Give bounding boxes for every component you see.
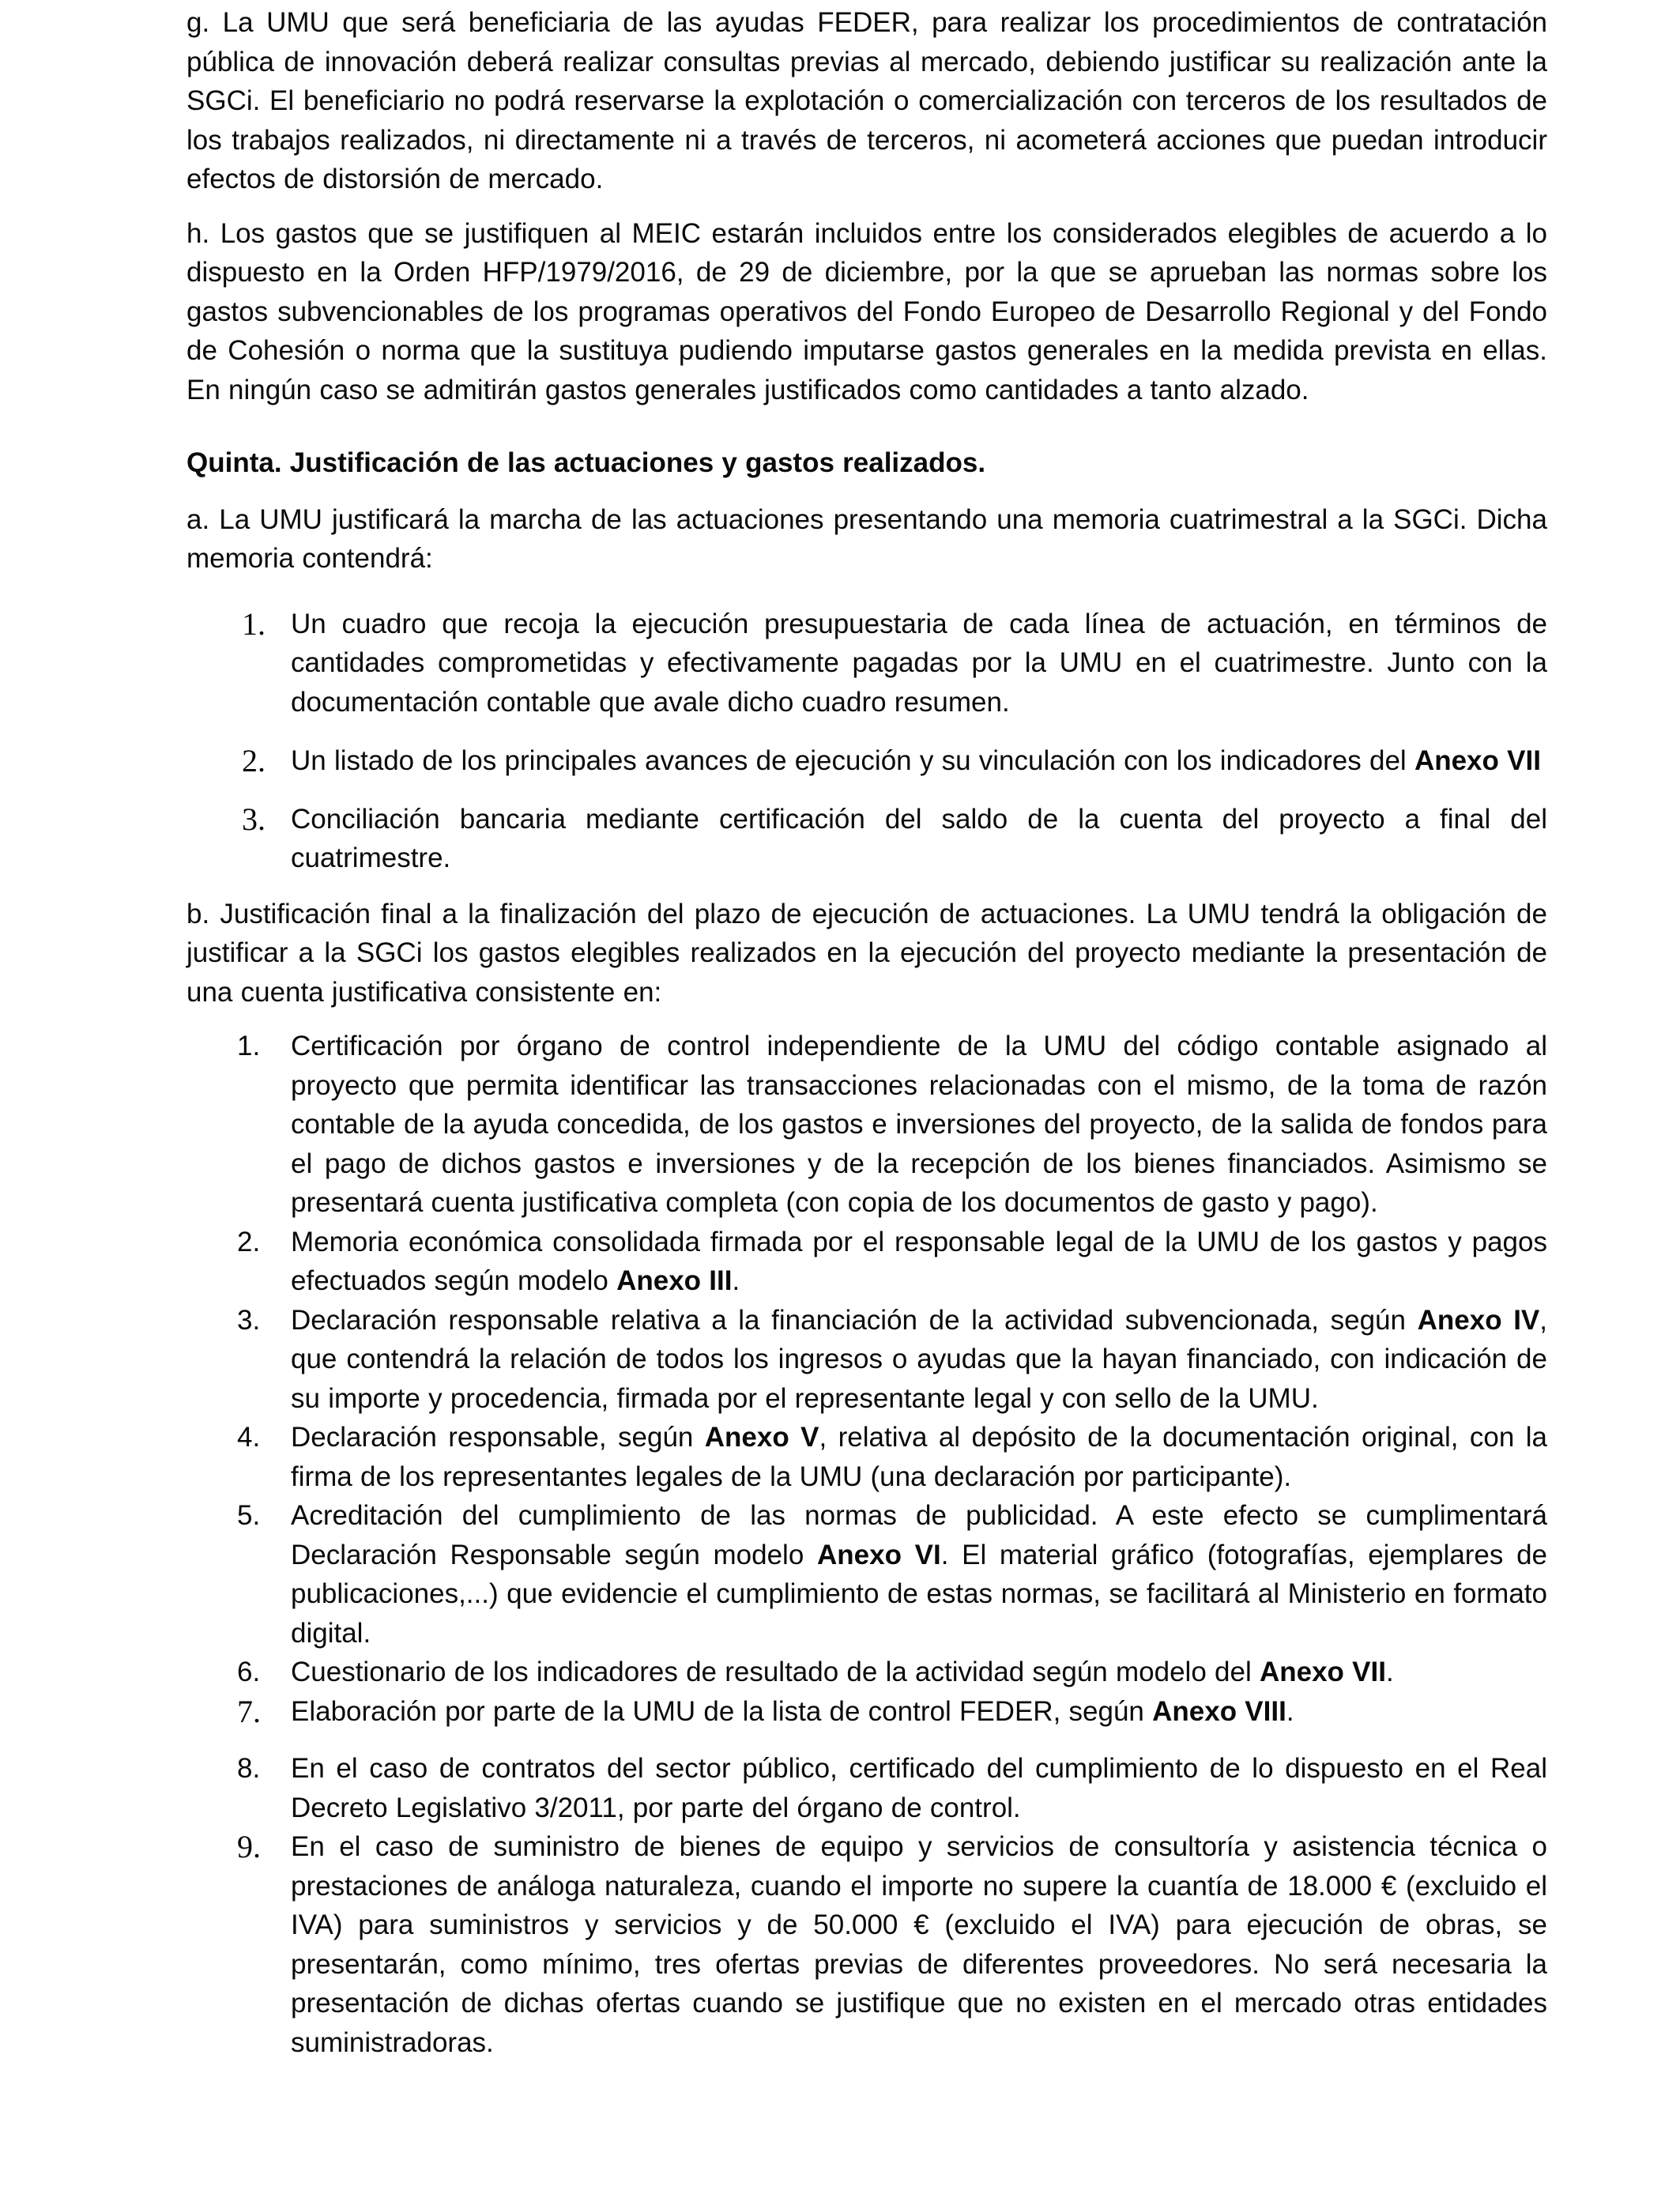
paragraph-g: g. La UMU que será beneficiaria de las ayudas FEDER, para realizar los procedimientos de contratación pública de innovación deberá realizar consultas previas al mercado, debiendo justificar su realización ante la SGCi. El beneficiario no podrá reservarse la explotación o comercialización con terceros de los resultados de los trabajos realizados, ni directamente ni a través de terceros, ni acometerá acciones que puedan introducir efectos de distorsión de mercado. xyxy=(186,7,1547,194)
list-item xyxy=(186,1496,1547,1653)
cuenta-justificativa-list xyxy=(186,1027,1547,2062)
list-item-text-tail: . xyxy=(732,1265,740,1296)
list-item-number: 1. xyxy=(242,605,266,642)
list-item-annex-ref: Anexo VI xyxy=(816,1539,941,1570)
list-item-annex-ref: Anexo IV xyxy=(1417,1304,1540,1336)
list-item-number: 4. xyxy=(237,1422,261,1453)
list-item-number: 6. xyxy=(237,1657,261,1687)
document-page xyxy=(186,0,1547,2062)
list-item-number: 2. xyxy=(237,1226,261,1257)
list-item xyxy=(186,605,1547,722)
list-item xyxy=(186,1749,1547,1827)
list-item xyxy=(186,1301,1547,1419)
list-item-number: 3. xyxy=(237,1304,261,1336)
list-item xyxy=(186,1027,1547,1223)
list-item-annex-ref: Anexo V xyxy=(704,1422,819,1453)
list-item-text: Acreditación del cumplimiento de las normas de publicidad. A este efecto se cumplimentará Declaración Responsable según modelo xyxy=(291,1500,1547,1570)
paragraph-h: h. Los gastos que se justifiquen al MEIC estarán incluidos entre los considerados elegibles de acuerdo a lo dispuesto en la Orden HFP/1979/2016, de 29 de diciembre, por la que se aprueban las normas sobre los gastos subvencionables de los programas operativos del Fondo Europeo de Desarrollo Regional y del Fondo de Cohesión o norma que la sustituya pudiendo imputarse gastos generales en la medida prevista en ellas. En ningún caso se admitirán gastos generales justificados como cantidades a tanto alzado. xyxy=(186,217,1547,405)
list-item-text: En el caso de suministro de bienes de equipo y servicios de consultoría y asistencia técnica o prestaciones de análoga naturaleza, cuando el importe no supere la cuantía de 18.000 € (excluido el IVA) para suministros y servicios y de 50.000 € (excluido el IVA) para ejecución de obras, se presentarán, como mínimo, tres ofertas previas de diferentes proveedores. No será necesaria la presentación de dichas ofertas cuando se justifique que no existen en el mercado otras entidades suministradoras. xyxy=(291,1831,1547,2058)
list-item-number: 7. xyxy=(237,1693,261,1729)
list-item-text-tail: . El material gráfico (fotografías, ejemplares de publicaciones,...) que evidencie el cumplimiento de estas normas, se facilitará al Ministerio en formato digital. xyxy=(291,1539,1548,1649)
memoria-contents-list xyxy=(186,605,1547,878)
list-item-text-tail: , que contendrá la relación de todos los ingresos o ayudas que la hayan financiado, con indicación de su importe y procedencia, firmada por el representante legal y con sello de la UMU. xyxy=(291,1304,1548,1414)
list-item-number: 8. xyxy=(237,1753,261,1784)
list-item xyxy=(186,1653,1547,1692)
list-item-text: Elaboración por parte de la UMU de la lista de control FEDER, según xyxy=(291,1695,1153,1727)
list-item-number: 5. xyxy=(237,1500,261,1531)
list-item xyxy=(186,800,1547,878)
list-item-text: Un cuadro que recoja la ejecución presupuestaria de cada línea de actuación, en términos de cantidades comprometidas y efectivamente pagadas por la UMU en el cuatrimestre. Junto con la documentación contable que avale dicho cuadro resumen. xyxy=(291,608,1547,718)
list-item-text: En el caso de contratos del sector público, certificado del cumplimiento de lo dispuesto en el Real Decreto Legislativo 3/2011, por parte del órgano de control. xyxy=(291,1753,1547,1823)
list-item-number: 2. xyxy=(242,743,266,778)
list-item xyxy=(186,1223,1547,1301)
list-item-annex-ref: Anexo VII xyxy=(1259,1657,1386,1687)
list-item-annex-ref: Anexo VIII xyxy=(1152,1695,1286,1727)
list-item-text: Cuestionario de los indicadores de resultado de la actividad según modelo del xyxy=(291,1657,1260,1687)
list-item xyxy=(186,1692,1547,1732)
list-item-annex-ref: Anexo VII xyxy=(1414,745,1541,776)
list-item-text-tail: , relativa al depósito de la documentación original, con la firma de los representantes legales de la UMU (una declaración por participante). xyxy=(291,1422,1547,1492)
list-item xyxy=(186,1827,1547,2062)
section-heading-quinta: Quinta. Justificación de las actuaciones y gastos realizados. xyxy=(186,447,986,478)
list-item-text-tail: . xyxy=(1286,1695,1294,1727)
list-item-text: Un listado de los principales avances de ejecución y su vinculación con los indicadores del xyxy=(291,745,1414,776)
list-item xyxy=(186,741,1547,781)
list-item-number: 9. xyxy=(237,1829,261,1864)
list-item-text: Certificación por órgano de control independiente de la UMU del código contable asignado al proyecto que permita identificar las transacciones relacionadas con el mismo, de la toma de razón contable de la ayuda concedida, de los gastos e inversiones del proyecto, de la salida de fondos para el pago de dichos gastos e inversiones y de la recepción de los bienes financiados. Asimismo se presentará cuenta justificativa completa (con copia de los documentos de gasto y pago). xyxy=(291,1031,1547,1218)
list-item-text: Declaración responsable relativa a la financiación de la actividad subvencionada, según xyxy=(291,1304,1418,1336)
list-item-number: 3. xyxy=(242,801,266,837)
paragraph-a: a. La UMU justificará la marcha de las actuaciones presentando una memoria cuatrimestral a la SGCi. Dicha memoria contendrá: xyxy=(186,503,1547,574)
list-item xyxy=(186,1418,1547,1496)
list-item-text-tail: . xyxy=(1385,1657,1394,1687)
list-item-number: 1. xyxy=(237,1031,261,1061)
list-item-text: Conciliación bancaria mediante certificación del saldo de la cuenta del proyecto a final del cuatrimestre. xyxy=(291,803,1547,873)
list-item-text: Memoria económica consolidada firmada por el responsable legal de la UMU de los gastos y pagos efectuados según modelo xyxy=(291,1226,1547,1296)
list-item-text: Declaración responsable, según xyxy=(291,1422,705,1453)
list-item-annex-ref: Anexo III xyxy=(616,1265,733,1296)
paragraph-b: b. Justificación final a la finalización del plazo de ejecución de actuaciones. La UMU tendrá la obligación de justificar a la SGCi los gastos elegibles realizados en la ejecución del proyecto mediante la presentación de una cuenta justificativa consistente en: xyxy=(186,898,1547,1008)
